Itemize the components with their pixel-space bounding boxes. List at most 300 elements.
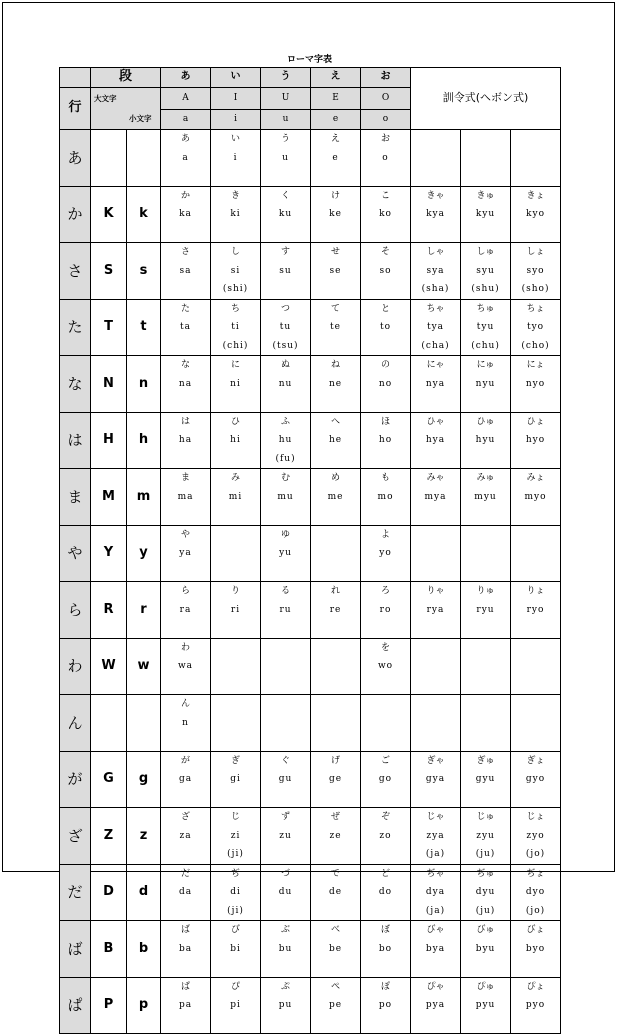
kana-cell <box>361 864 411 921</box>
hepburn-text <box>411 167 460 186</box>
romaji-text: zyo <box>526 830 545 841</box>
hepburn-text <box>361 450 410 469</box>
hepburn-text <box>261 619 310 638</box>
romaji-text <box>461 544 510 563</box>
hepburn-text <box>511 1015 560 1034</box>
yoon-cell <box>461 808 511 865</box>
kana-text: ぷ <box>281 981 291 992</box>
kana-cell <box>311 582 361 639</box>
romaji-text: bi <box>230 943 241 954</box>
kana-cell <box>361 469 411 526</box>
kana-cell <box>261 130 311 187</box>
kana-cell <box>311 695 361 752</box>
romaji-text: ti <box>231 322 240 332</box>
kana-text <box>461 695 510 714</box>
kana-text <box>211 639 260 658</box>
lower-vowel-o: o <box>361 109 411 129</box>
kana-text: ぴゅ <box>476 981 495 992</box>
kana-cell <box>311 469 361 526</box>
upper-consonant-cell: Z <box>91 808 127 865</box>
hepburn-text <box>361 167 410 186</box>
yoon-cell <box>511 525 561 582</box>
hepburn-text <box>261 845 310 864</box>
kana-text: しゃ <box>426 247 445 257</box>
kana-text: ぽ <box>381 981 391 992</box>
hepburn-text <box>511 393 560 412</box>
romaji-text <box>311 657 360 676</box>
hepburn-text <box>361 337 410 356</box>
yoon-cell <box>511 695 561 752</box>
romaji-text: nyo <box>525 378 546 389</box>
kana-text: ぴ <box>231 981 241 992</box>
kana-text: ぢゅ <box>476 868 495 879</box>
lower-vowel-a: a <box>161 109 211 129</box>
hepburn-text <box>161 676 210 695</box>
yoon-cell <box>411 921 461 978</box>
kana-text: び <box>231 925 241 935</box>
hepburn-text <box>161 450 210 469</box>
romaji-text: du <box>278 887 293 897</box>
kana-text: ま <box>181 473 191 483</box>
lower-consonant-cell: m <box>127 469 161 526</box>
romaji-text: ba <box>178 943 193 954</box>
romaji-text: ge <box>328 774 343 784</box>
kana-cell <box>261 412 311 469</box>
kana-text <box>461 526 510 545</box>
gyo-kana-cell: が <box>60 751 91 808</box>
hepburn-text <box>161 167 210 186</box>
kana-cell <box>261 582 311 639</box>
lower-consonant-cell <box>127 695 161 752</box>
hepburn-text: (jo) <box>525 849 546 859</box>
kana-text <box>311 695 360 714</box>
romaji-text: yu <box>279 548 292 558</box>
romaji-text: kya <box>426 209 445 219</box>
kana-text: で <box>331 868 341 879</box>
romaji-text: zo <box>379 830 392 841</box>
hepburn-text <box>311 1015 360 1034</box>
hepburn-text <box>261 676 310 695</box>
hepburn-text <box>161 902 210 921</box>
page-title: ローマ字表 <box>286 55 332 65</box>
kana-text: も <box>381 473 391 483</box>
hepburn-text <box>311 450 360 469</box>
table-row <box>60 864 561 921</box>
kana-cell <box>211 130 261 187</box>
romaji-text: wa <box>177 661 194 671</box>
romaji-text: a <box>182 152 189 163</box>
kana-text: ぶ <box>281 925 291 935</box>
upper-consonant-cell: Y <box>91 525 127 582</box>
hepburn-text <box>461 506 510 525</box>
romaji-text: wo <box>377 661 394 671</box>
romaji-text: do <box>378 887 393 897</box>
kana-cell <box>361 695 411 752</box>
kana-cell <box>311 186 361 243</box>
romaji-text: dyo <box>525 887 546 897</box>
kana-text: つ <box>281 303 291 314</box>
kana-cell <box>211 977 261 1034</box>
romaji-text <box>311 714 360 733</box>
gyo-header: 行 <box>60 88 91 130</box>
gyo-kana-cell: だ <box>60 864 91 921</box>
table-row <box>60 751 561 808</box>
kana-text: ん <box>181 699 191 709</box>
hepburn-text <box>461 789 510 808</box>
hepburn-text <box>461 224 510 243</box>
kana-cell <box>311 808 361 865</box>
kana-cell <box>161 921 211 978</box>
kana-text: みゃ <box>426 473 445 483</box>
hepburn-text <box>361 506 410 525</box>
yoon-cell <box>461 864 511 921</box>
hepburn-text <box>211 789 260 808</box>
kana-text: る <box>281 586 291 596</box>
kana-text: じ <box>231 812 241 822</box>
romaji-text: gu <box>278 774 293 784</box>
table-row <box>60 525 561 582</box>
table-row <box>60 243 561 300</box>
upper-consonant-cell: T <box>91 299 127 356</box>
upper-vowel-a: A <box>161 88 211 110</box>
romaji-text: hu <box>278 435 293 445</box>
hepburn-text <box>411 676 460 695</box>
romaji-text: re <box>329 604 342 615</box>
romaji-text: yo <box>379 548 392 558</box>
kana-cell <box>261 921 311 978</box>
kana-cell <box>211 921 261 978</box>
romaji-text: ne <box>328 378 343 389</box>
lower-consonant-cell: k <box>127 186 161 243</box>
hepburn-text <box>311 506 360 525</box>
table-row <box>60 412 561 469</box>
romaji-text: ga <box>178 774 193 784</box>
romaji-text: ke <box>329 209 342 219</box>
kana-cell <box>211 582 261 639</box>
kana-cell <box>311 243 361 300</box>
yoon-cell <box>461 525 511 582</box>
table-row <box>60 130 561 187</box>
romaji-text: mya <box>424 491 447 502</box>
hepburn-text <box>361 902 410 921</box>
romaji-text: zya <box>426 830 445 841</box>
hepburn-text <box>311 845 360 864</box>
yoon-cell <box>411 582 461 639</box>
kana-text: み <box>231 473 241 483</box>
yoon-cell <box>511 186 561 243</box>
kana-text: け <box>331 190 341 201</box>
gyo-kana-cell: な <box>60 356 91 413</box>
kana-text: りゅ <box>476 586 495 596</box>
table-row <box>60 356 561 413</box>
kana-text: だ <box>181 868 191 879</box>
hepburn-text <box>511 450 560 469</box>
yoon-cell <box>461 243 511 300</box>
kana-text: しょ <box>526 247 545 257</box>
kana-cell <box>161 412 211 469</box>
kana-text: む <box>281 473 291 483</box>
romaji-text: dya <box>425 887 446 897</box>
romaji-text <box>511 149 560 168</box>
kana-text: や <box>181 529 191 540</box>
kana-text: じゅ <box>476 812 495 822</box>
hepburn-text <box>161 393 210 412</box>
hepburn-text <box>161 224 210 243</box>
kana-text <box>261 695 310 714</box>
kana-text: ちゅ <box>476 303 495 314</box>
table-row <box>60 921 561 978</box>
kana-cell <box>311 130 361 187</box>
romaji-text: tyu <box>476 322 495 332</box>
hepburn-text <box>461 1015 510 1034</box>
kana-text: は <box>181 416 191 427</box>
kana-text: ひ <box>231 416 241 427</box>
kana-cell <box>211 243 261 300</box>
kana-cell <box>161 977 211 1034</box>
kana-text <box>361 695 410 714</box>
romaji-text: pya <box>425 1000 446 1010</box>
kana-text: じょ <box>526 812 545 822</box>
romaji-text: bu <box>278 943 293 954</box>
hepburn-text <box>211 167 260 186</box>
kana-cell <box>211 299 261 356</box>
kana-cell <box>161 186 211 243</box>
hepburn-text <box>361 619 410 638</box>
hepburn-text <box>311 902 360 921</box>
romaji-text: ki <box>230 209 241 219</box>
lower-vowel-i: i <box>211 109 261 129</box>
kana-text: びゃ <box>426 925 445 935</box>
romaji-text: ro <box>379 604 392 615</box>
lower-consonant-cell: y <box>127 525 161 582</box>
table-row <box>60 638 561 695</box>
hepburn-text <box>411 732 460 751</box>
kana-text: ど <box>381 868 391 879</box>
hepburn-text <box>511 224 560 243</box>
hepburn-text <box>461 563 510 582</box>
romaji-text: ka <box>179 209 192 219</box>
table-row <box>60 977 561 1034</box>
kana-text: ひょ <box>526 416 545 427</box>
romaji-text: kyo <box>526 209 545 219</box>
hepburn-text: (ju) <box>475 905 496 916</box>
kana-cell <box>361 243 411 300</box>
hepburn-text <box>311 337 360 356</box>
kana-cell <box>361 582 411 639</box>
upper-vowel-o: O <box>361 88 411 110</box>
lower-vowel-u: u <box>261 109 311 129</box>
kana-cell <box>311 751 361 808</box>
yoon-cell <box>511 864 561 921</box>
hepburn-text <box>261 224 310 243</box>
upper-consonant-cell: K <box>91 186 127 243</box>
table-row <box>60 582 561 639</box>
kana-cell <box>261 864 311 921</box>
romaji-text: me <box>327 491 344 502</box>
kana-text: ぴゃ <box>426 981 445 992</box>
romaji-text <box>411 544 460 563</box>
hepburn-text <box>161 280 210 299</box>
kana-text <box>511 526 560 545</box>
kana-text: き <box>231 190 241 201</box>
kana-cell <box>161 751 211 808</box>
hepburn-text <box>211 676 260 695</box>
hepburn-text: (tsu) <box>272 340 299 351</box>
yoon-cell <box>461 186 511 243</box>
hepburn-text <box>511 506 560 525</box>
romaji-text: be <box>328 943 343 954</box>
hepburn-text <box>361 789 410 808</box>
romaji-text <box>461 714 510 733</box>
kana-text <box>211 695 260 714</box>
romaji-text: ma <box>177 491 194 502</box>
romaji-text <box>261 657 310 676</box>
hepburn-text <box>361 732 410 751</box>
hepburn-text <box>161 845 210 864</box>
lower-consonant-cell <box>127 130 161 187</box>
hepburn-text <box>211 958 260 977</box>
hepburn-text <box>411 789 460 808</box>
kana-text: ら <box>181 586 191 596</box>
kana-cell <box>311 864 361 921</box>
hepburn-text <box>511 563 560 582</box>
kana-cell <box>211 469 261 526</box>
kana-text: ね <box>331 360 341 370</box>
upper-consonant-cell: N <box>91 356 127 413</box>
kana-cell <box>211 695 261 752</box>
kana-cell <box>361 977 411 1034</box>
hepburn-text: (sha) <box>421 284 450 294</box>
case-header <box>91 88 161 130</box>
kana-text: じゃ <box>426 812 445 822</box>
hepburn-text <box>361 1015 410 1034</box>
kana-text: い <box>231 134 241 144</box>
gyo-kana-cell: わ <box>60 638 91 695</box>
upper-vowel-e: E <box>311 88 361 110</box>
kana-text: みゅ <box>476 473 495 483</box>
romaji-text <box>411 149 460 168</box>
kana-text: に <box>231 360 241 370</box>
romaji-text: si <box>230 265 241 276</box>
hepburn-text <box>411 224 460 243</box>
kana-cell <box>211 412 261 469</box>
romaji-text: zyu <box>476 830 495 841</box>
hepburn-text <box>311 676 360 695</box>
kana-cell <box>261 977 311 1034</box>
kana-text <box>511 639 560 658</box>
romaji-text: hi <box>230 435 241 445</box>
kana-text: びょ <box>526 925 545 935</box>
table-row <box>60 186 561 243</box>
kana-cell <box>161 243 211 300</box>
kana-text: ぼ <box>381 925 391 935</box>
hepburn-text <box>311 224 360 243</box>
lower-consonant-cell: z <box>127 808 161 865</box>
kana-text: め <box>331 473 341 483</box>
hepburn-text <box>211 393 260 412</box>
kana-text: か <box>181 190 191 201</box>
table-row <box>60 299 561 356</box>
kana-cell <box>311 412 361 469</box>
romaji-text <box>411 657 460 676</box>
romaji-text: byo <box>525 943 546 954</box>
romaji-table <box>59 67 561 1034</box>
romaji-text: ta <box>180 322 191 332</box>
kana-text: きゅ <box>476 190 495 201</box>
hepburn-text: (ji) <box>227 905 244 916</box>
kana-text: こ <box>381 190 391 201</box>
kana-text: わ <box>181 642 191 653</box>
romaji-text: po <box>378 1000 393 1010</box>
kana-text: ぎょ <box>526 755 545 766</box>
romaji-text: ryu <box>476 604 495 615</box>
upper-consonant-cell <box>91 695 127 752</box>
yoon-cell <box>461 751 511 808</box>
romaji-text: kyu <box>475 209 496 219</box>
upper-vowel-u: U <box>261 88 311 110</box>
yoon-cell <box>511 299 561 356</box>
hepburn-text <box>261 563 310 582</box>
hepburn-text <box>311 280 360 299</box>
yoon-cell <box>411 243 461 300</box>
kana-text: せ <box>331 247 341 257</box>
kana-text: ぎ <box>231 755 241 766</box>
gyo-kana-cell: ま <box>60 469 91 526</box>
kana-cell <box>361 299 411 356</box>
kana-cell <box>311 299 361 356</box>
romaji-text <box>411 714 460 733</box>
hepburn-text: (ju) <box>475 849 496 859</box>
hepburn-text <box>411 1015 460 1034</box>
yoon-cell <box>511 582 561 639</box>
kana-text: さ <box>181 247 191 257</box>
romaji-text: n <box>182 717 189 728</box>
kana-cell <box>261 808 311 865</box>
gyo-kana-cell: は <box>60 412 91 469</box>
romaji-text: pe <box>328 1000 343 1010</box>
yoon-cell <box>411 751 461 808</box>
kana-cell <box>161 638 211 695</box>
kana-cell <box>211 525 261 582</box>
hepburn-text <box>261 1015 310 1034</box>
romaji-text: tya <box>426 322 445 332</box>
kana-cell <box>261 751 311 808</box>
kana-cell <box>261 243 311 300</box>
hepburn-text <box>361 393 410 412</box>
yoon-cell <box>461 356 511 413</box>
hepburn-text <box>361 676 410 695</box>
kana-cell <box>311 638 361 695</box>
kunrei-header: 訓令式(ヘボン式) <box>411 68 561 130</box>
yoon-cell <box>411 299 461 356</box>
romaji-text <box>211 714 260 733</box>
kana-cell <box>261 186 311 243</box>
kana-text: ご <box>381 755 391 766</box>
hepburn-text: (ja) <box>425 849 446 859</box>
yoon-cell <box>461 695 511 752</box>
vowel-header-u: う <box>261 68 311 88</box>
hepburn-text: (fu) <box>275 453 296 464</box>
kana-text: ほ <box>381 416 391 427</box>
romaji-text <box>461 149 510 168</box>
romaji-text: syo <box>526 265 545 276</box>
kana-text <box>461 639 510 658</box>
hepburn-text: (cha) <box>421 340 450 351</box>
gyo-kana-cell: あ <box>60 130 91 187</box>
romaji-text: i <box>233 152 238 163</box>
romaji-text: da <box>178 887 193 897</box>
romaji-text: tyo <box>526 322 545 332</box>
